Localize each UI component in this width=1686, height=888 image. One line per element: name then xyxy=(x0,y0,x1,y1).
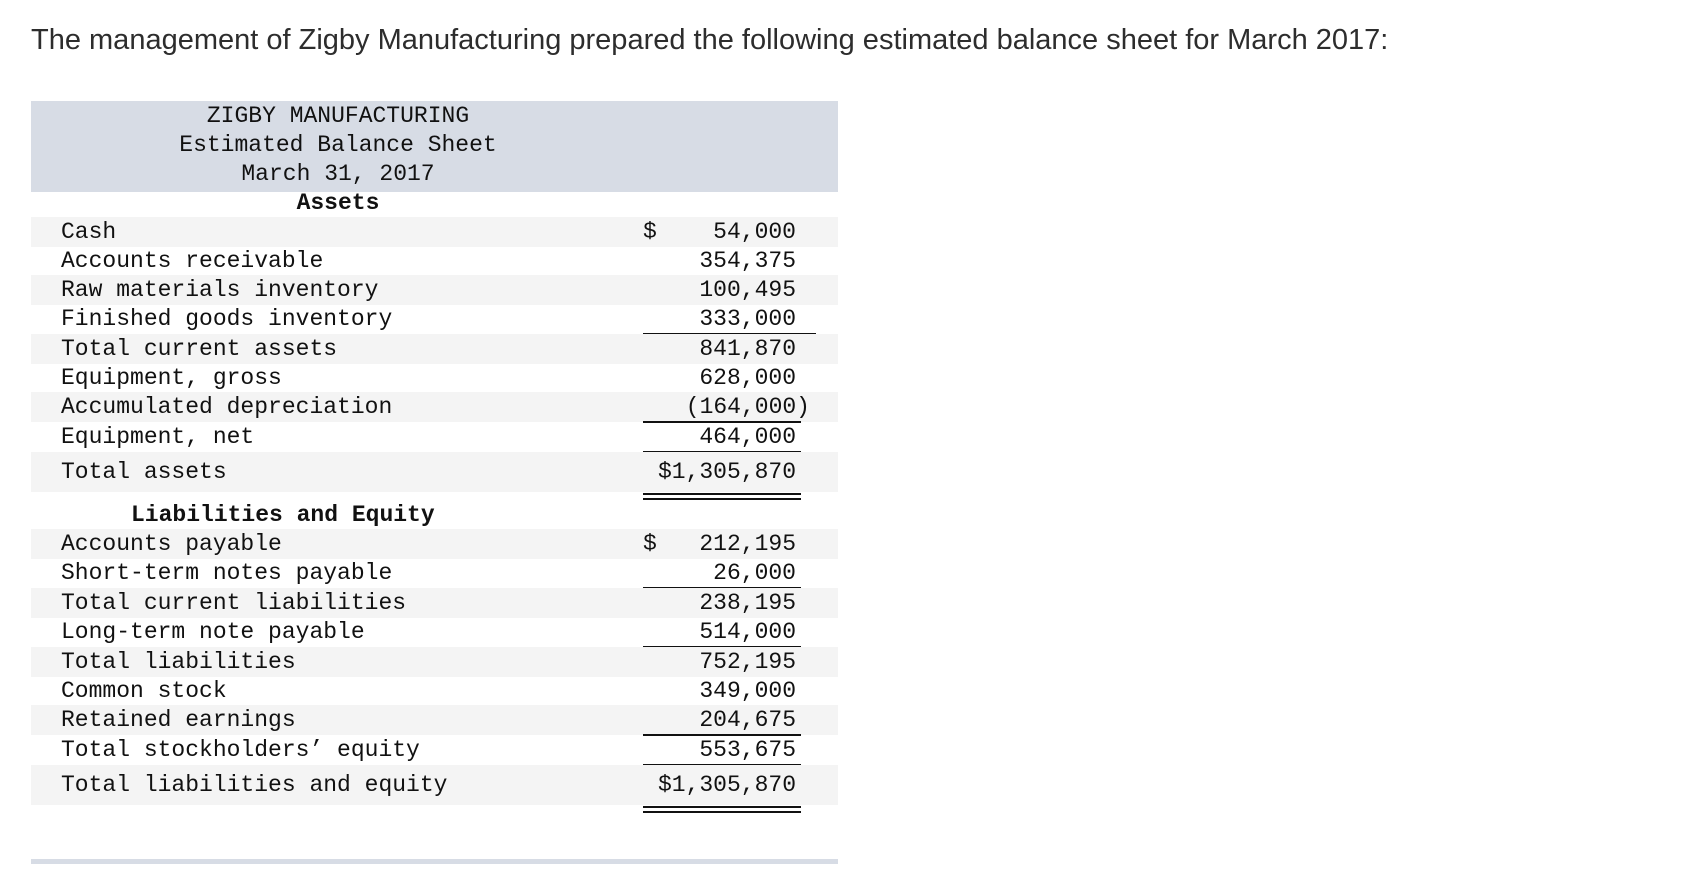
table-row xyxy=(31,647,838,677)
row-label: Accounts payable xyxy=(61,531,282,557)
row-amount: 752,195 xyxy=(699,649,796,675)
row-amount: $1,305,870 xyxy=(657,459,796,485)
table-row xyxy=(31,334,838,364)
row-amount: 54,000 xyxy=(713,219,796,245)
intro-text: The management of Zigby Manufacturing prepared the following estimated balance sheet for March 2017: xyxy=(31,24,1389,56)
row-amount: 628,000 xyxy=(699,365,796,391)
table-row xyxy=(31,529,838,559)
table-row xyxy=(31,765,838,805)
row-label: Equipment, gross xyxy=(61,365,282,391)
row-amount: 212,195 xyxy=(699,531,796,557)
row-amount: (164,000) xyxy=(685,394,810,420)
row-label: Total assets xyxy=(61,459,227,485)
company-name: ZIGBY MANUFACTURING xyxy=(206,103,470,129)
table-row xyxy=(31,217,838,247)
table-row xyxy=(31,363,838,393)
row-label: Total liabilities xyxy=(61,649,296,675)
row-label: Accounts receivable xyxy=(61,248,324,274)
row-label: Finished goods inventory xyxy=(61,306,393,332)
dollar-sign: $ xyxy=(643,219,657,245)
table-row xyxy=(31,588,838,618)
double-underline-rule xyxy=(643,493,801,500)
row-amount: 841,870 xyxy=(699,336,796,362)
table-row xyxy=(31,735,838,765)
table-row xyxy=(31,676,838,706)
row-label: Equipment, net xyxy=(61,424,255,450)
table-row xyxy=(31,558,838,588)
row-label: Short-term notes payable xyxy=(61,560,393,586)
table-row xyxy=(31,304,838,334)
row-label: Retained earnings xyxy=(61,707,296,733)
row-label: Cash xyxy=(61,219,117,245)
row-label: Total current assets xyxy=(61,336,338,362)
row-amount: 204,675 xyxy=(699,707,796,733)
table-row xyxy=(31,452,838,492)
row-amount: 553,675 xyxy=(699,737,796,763)
row-amount: 354,375 xyxy=(699,248,796,274)
row-amount: $1,305,870 xyxy=(657,772,796,798)
double-underline-rule xyxy=(643,806,801,813)
row-label: Accumulated depreciation xyxy=(61,394,393,420)
row-label: Total liabilities and equity xyxy=(61,772,448,798)
liabilities-heading: Liabilities and Equity xyxy=(131,502,435,528)
row-amount: 238,195 xyxy=(699,590,796,616)
row-amount: 100,495 xyxy=(699,277,796,303)
row-label: Long-term note payable xyxy=(61,619,365,645)
statement-date: March 31, 2017 xyxy=(241,161,435,187)
row-amount: 514,000 xyxy=(699,619,796,645)
table-bottom-border xyxy=(31,859,838,864)
table-row xyxy=(31,246,838,276)
row-amount: 464,000 xyxy=(699,424,796,450)
dollar-sign: $ xyxy=(643,531,657,557)
sheet-header xyxy=(31,101,838,192)
row-label: Raw materials inventory xyxy=(61,277,379,303)
row-label: Common stock xyxy=(61,678,227,704)
row-amount: 26,000 xyxy=(713,560,796,586)
assets-heading: Assets xyxy=(296,190,380,216)
table-row xyxy=(31,617,838,647)
table-row xyxy=(31,422,838,452)
row-amount: 349,000 xyxy=(699,678,796,704)
row-amount: 333,000 xyxy=(699,306,796,332)
row-label: Total current liabilities xyxy=(61,590,407,616)
table-row xyxy=(31,275,838,305)
statement-title: Estimated Balance Sheet xyxy=(179,132,497,158)
table-row xyxy=(31,705,838,735)
row-label: Total stockholders’ equity xyxy=(61,737,420,763)
table-row xyxy=(31,392,838,422)
balance-sheet xyxy=(31,101,838,867)
